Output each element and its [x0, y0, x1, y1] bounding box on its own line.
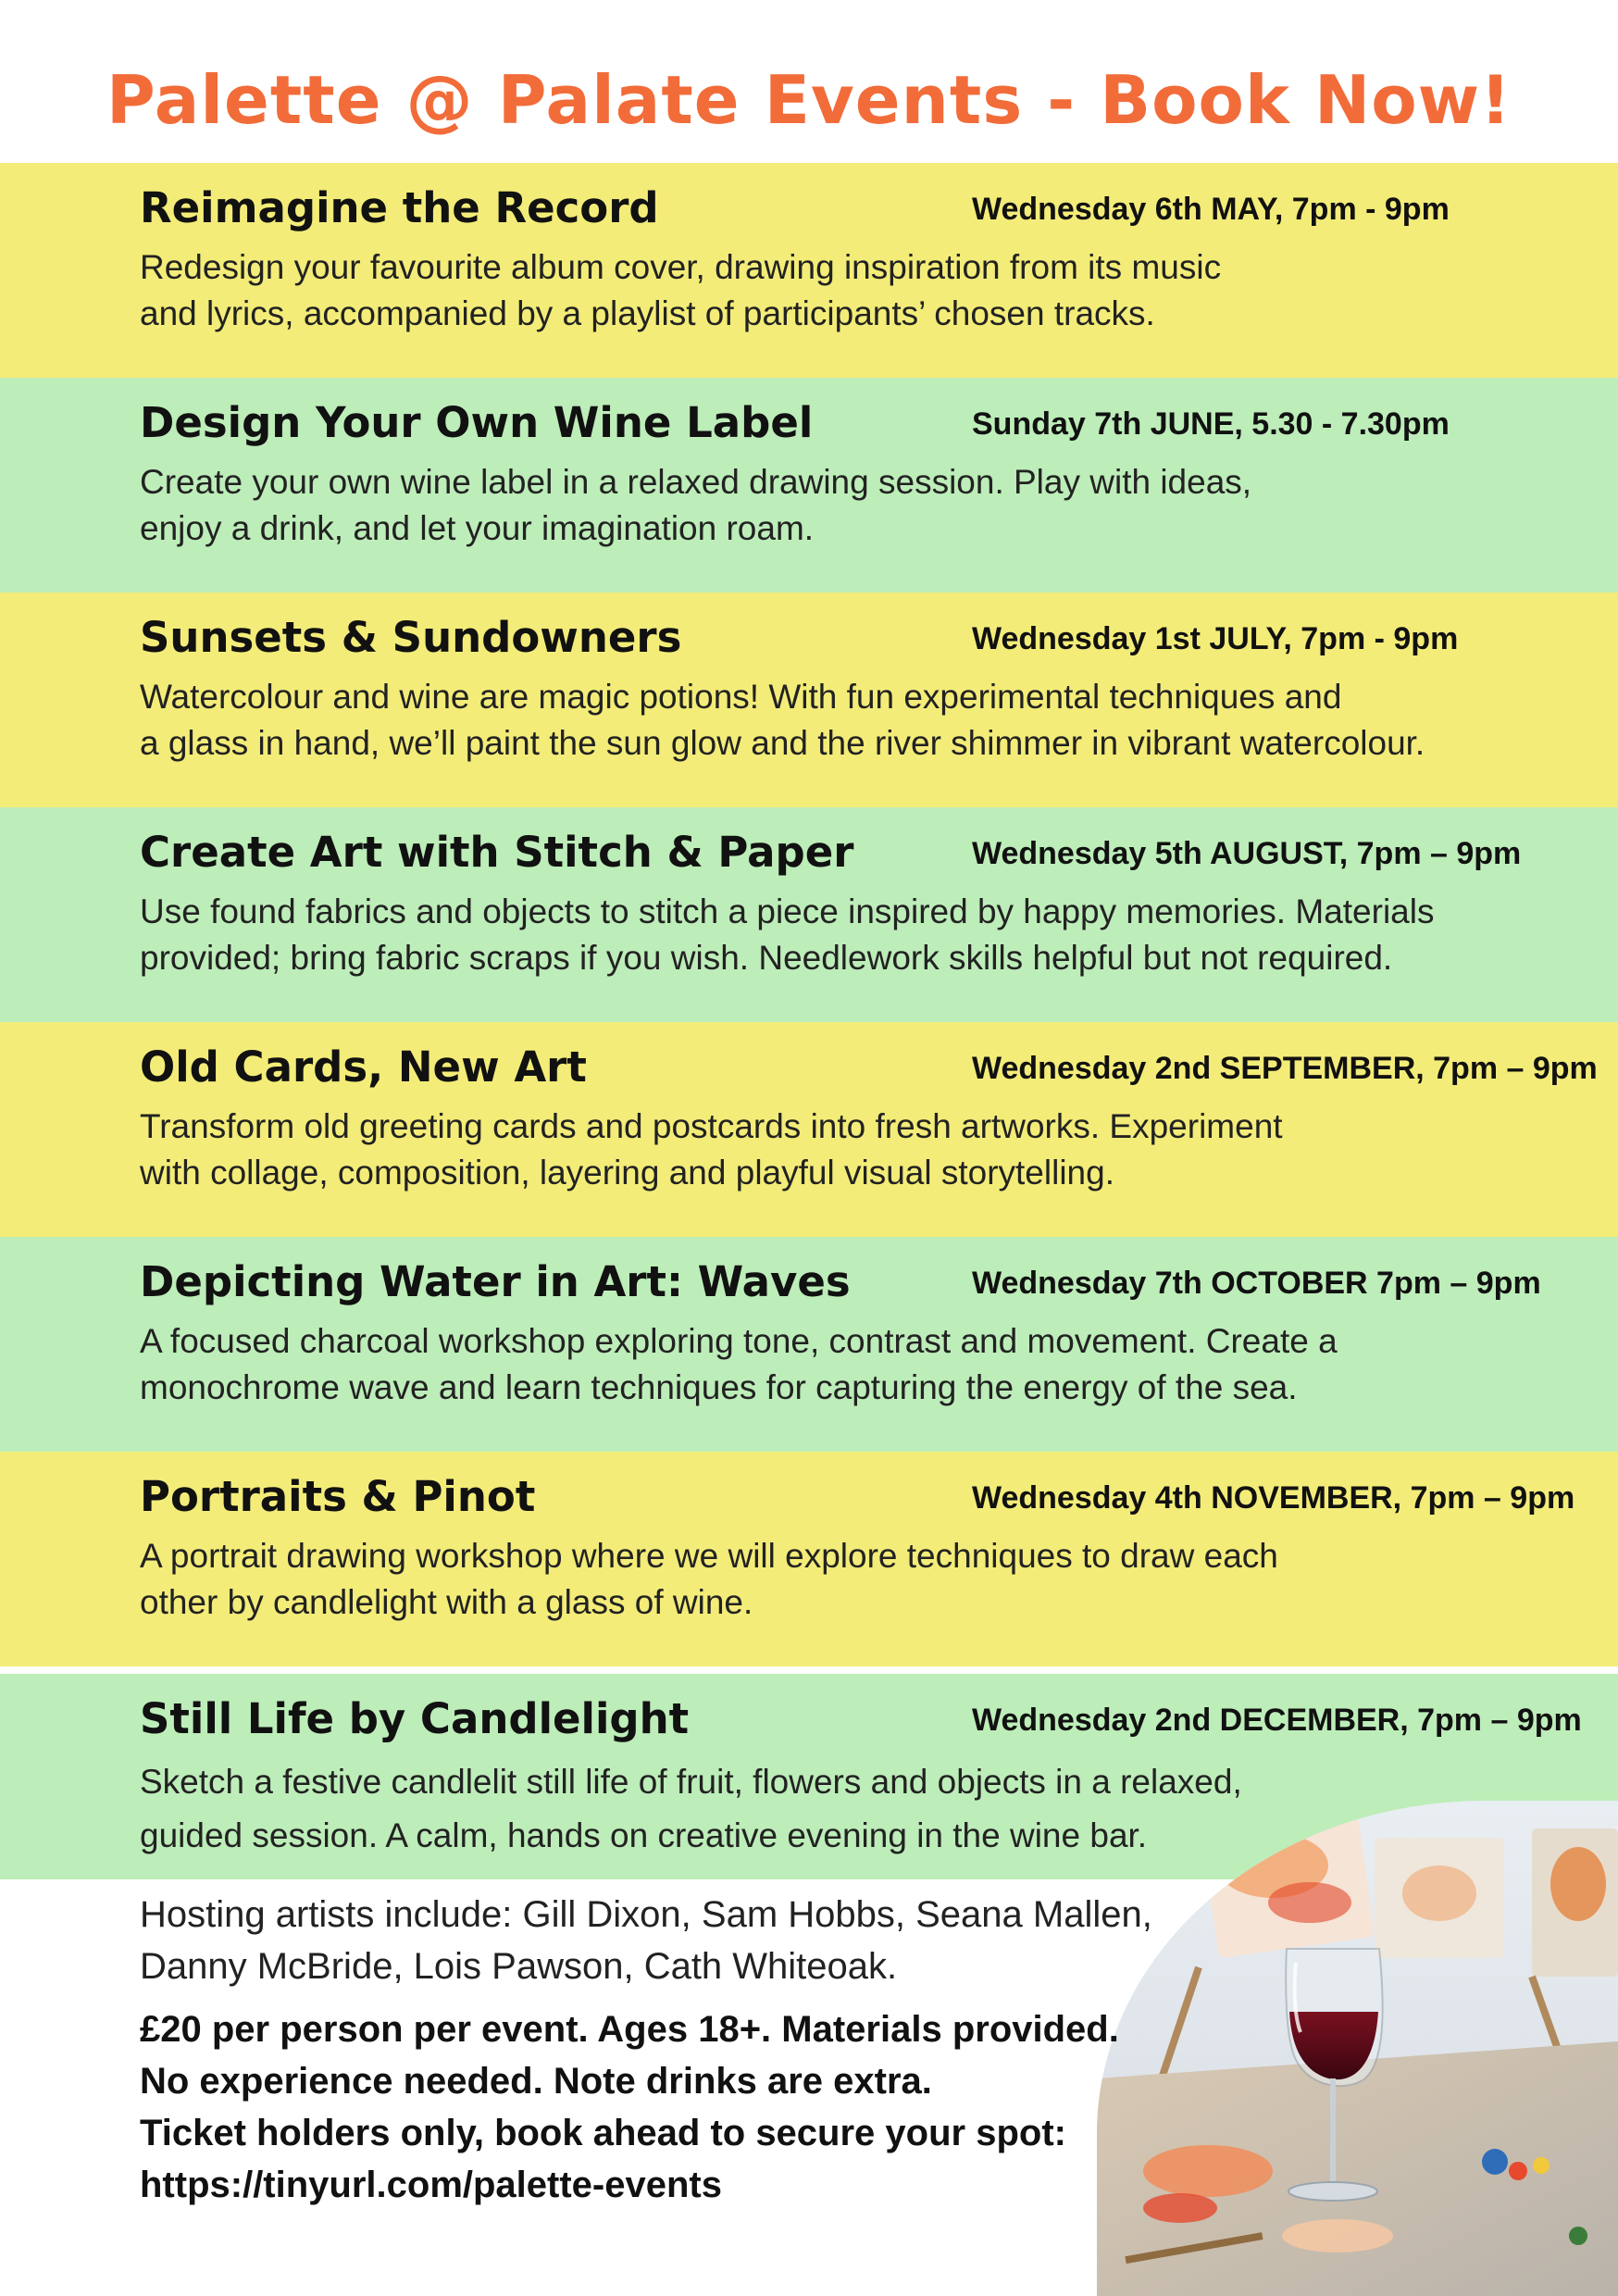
event-description	[140, 674, 1425, 767]
event-title: Create Art with Stitch & Paper	[140, 828, 854, 877]
event-description	[140, 1318, 1338, 1411]
event-description-line: Sketch a festive candlelit still life of fruit, flowers and objects in a relaxed,	[140, 1763, 1242, 1801]
event-date: Wednesday 1st JULY, 7pm - 9pm	[972, 621, 1459, 656]
event-description-line: provided; bring fabric scraps if you wish. Needlework skills helpful but not required.	[140, 939, 1393, 977]
hosting-artists-line: Hosting artists include: Gill Dixon, Sam Hobbs, Seana Mallen,	[140, 1894, 1152, 1935]
event-title: Portraits & Pinot	[140, 1472, 536, 1521]
event-row	[0, 378, 1618, 593]
event-row	[0, 1452, 1618, 1666]
event-description-line: A portrait drawing workshop where we will explore techniques to draw each	[140, 1537, 1278, 1575]
event-row	[0, 807, 1618, 1022]
event-title: Sunsets & Sundowners	[140, 613, 682, 662]
event-title: Still Life by Candlelight	[140, 1694, 690, 1743]
experience-line: No experience needed. Note drinks are extra.	[140, 2061, 932, 2102]
page-title: Palette @ Palate Events - Book Now!	[106, 61, 1512, 139]
price-line: £20 per person per event. Ages 18+. Materials provided.	[140, 2009, 1119, 2050]
event-row	[0, 1022, 1618, 1237]
event-date: Wednesday 7th OCTOBER 7pm – 9pm	[972, 1266, 1541, 1301]
event-date: Wednesday 5th AUGUST, 7pm – 9pm	[972, 836, 1522, 871]
event-description	[140, 889, 1434, 981]
event-date: Wednesday 2nd DECEMBER, 7pm – 9pm	[972, 1703, 1582, 1738]
event-date: Sunday 7th JUNE, 5.30 - 7.30pm	[972, 406, 1450, 442]
event-description-line: Create your own wine label in a relaxed drawing session. Play with ideas,	[140, 463, 1252, 501]
event-date: Wednesday 4th NOVEMBER, 7pm – 9pm	[972, 1480, 1575, 1516]
hosting-artists	[140, 1889, 1204, 1992]
event-date: Wednesday 2nd SEPTEMBER, 7pm – 9pm	[972, 1051, 1598, 1086]
hosting-artists-line: Danny McBride, Lois Pawson, Cath Whiteoak.	[140, 1946, 898, 1987]
event-title: Reimagine the Record	[140, 183, 659, 232]
event-description-line: with collage, composition, layering and playful visual storytelling.	[140, 1154, 1114, 1192]
event-description-line: Watercolour and wine are magic potions! With fun experimental techniques and	[140, 678, 1342, 716]
event-description-line: Transform old greeting cards and postcards into fresh artworks. Experiment	[140, 1107, 1283, 1145]
booking-link[interactable]: https://tinyurl.com/palette-events	[140, 2165, 722, 2205]
event-description-line: other by candlelight with a glass of wine.	[140, 1583, 753, 1621]
event-title: Design Your Own Wine Label	[140, 398, 814, 447]
event-description-line: enjoy a drink, and let your imagination roam.	[140, 509, 815, 547]
ticket-line: Ticket holders only, book ahead to secure your spot:	[140, 2113, 1066, 2153]
event-title: Depicting Water in Art: Waves	[140, 1257, 851, 1306]
event-description	[140, 1533, 1278, 1626]
event-description	[140, 1755, 1242, 1863]
event-description-line: and lyrics, accompanied by a playlist of participants’ chosen tracks.	[140, 294, 1155, 332]
event-row	[0, 593, 1618, 807]
event-description-line: monochrome wave and learn techniques for capturing the energy of the sea.	[140, 1368, 1298, 1406]
event-description-line: Use found fabrics and objects to stitch a piece inspired by happy memories. Materials	[140, 892, 1435, 930]
event-date: Wednesday 6th MAY, 7pm - 9pm	[972, 192, 1450, 227]
event-description	[140, 459, 1251, 552]
footer	[140, 1889, 1204, 2211]
event-row	[0, 163, 1618, 378]
event-description-line: Redesign your favourite album cover, drawing inspiration from its music	[140, 248, 1222, 286]
event-description-line: guided session. A calm, hands on creative evening in the wine bar.	[140, 1816, 1148, 1854]
event-row	[0, 1237, 1618, 1452]
event-description-line: A focused charcoal workshop exploring tone, contrast and movement. Create a	[140, 1322, 1338, 1360]
event-description-line: a glass in hand, we’ll paint the sun glow and the river shimmer in vibrant watercolour.	[140, 724, 1425, 762]
event-description	[140, 244, 1221, 337]
event-title: Old Cards, New Art	[140, 1042, 587, 1092]
booking-info	[140, 2003, 1204, 2211]
event-description	[140, 1104, 1283, 1196]
